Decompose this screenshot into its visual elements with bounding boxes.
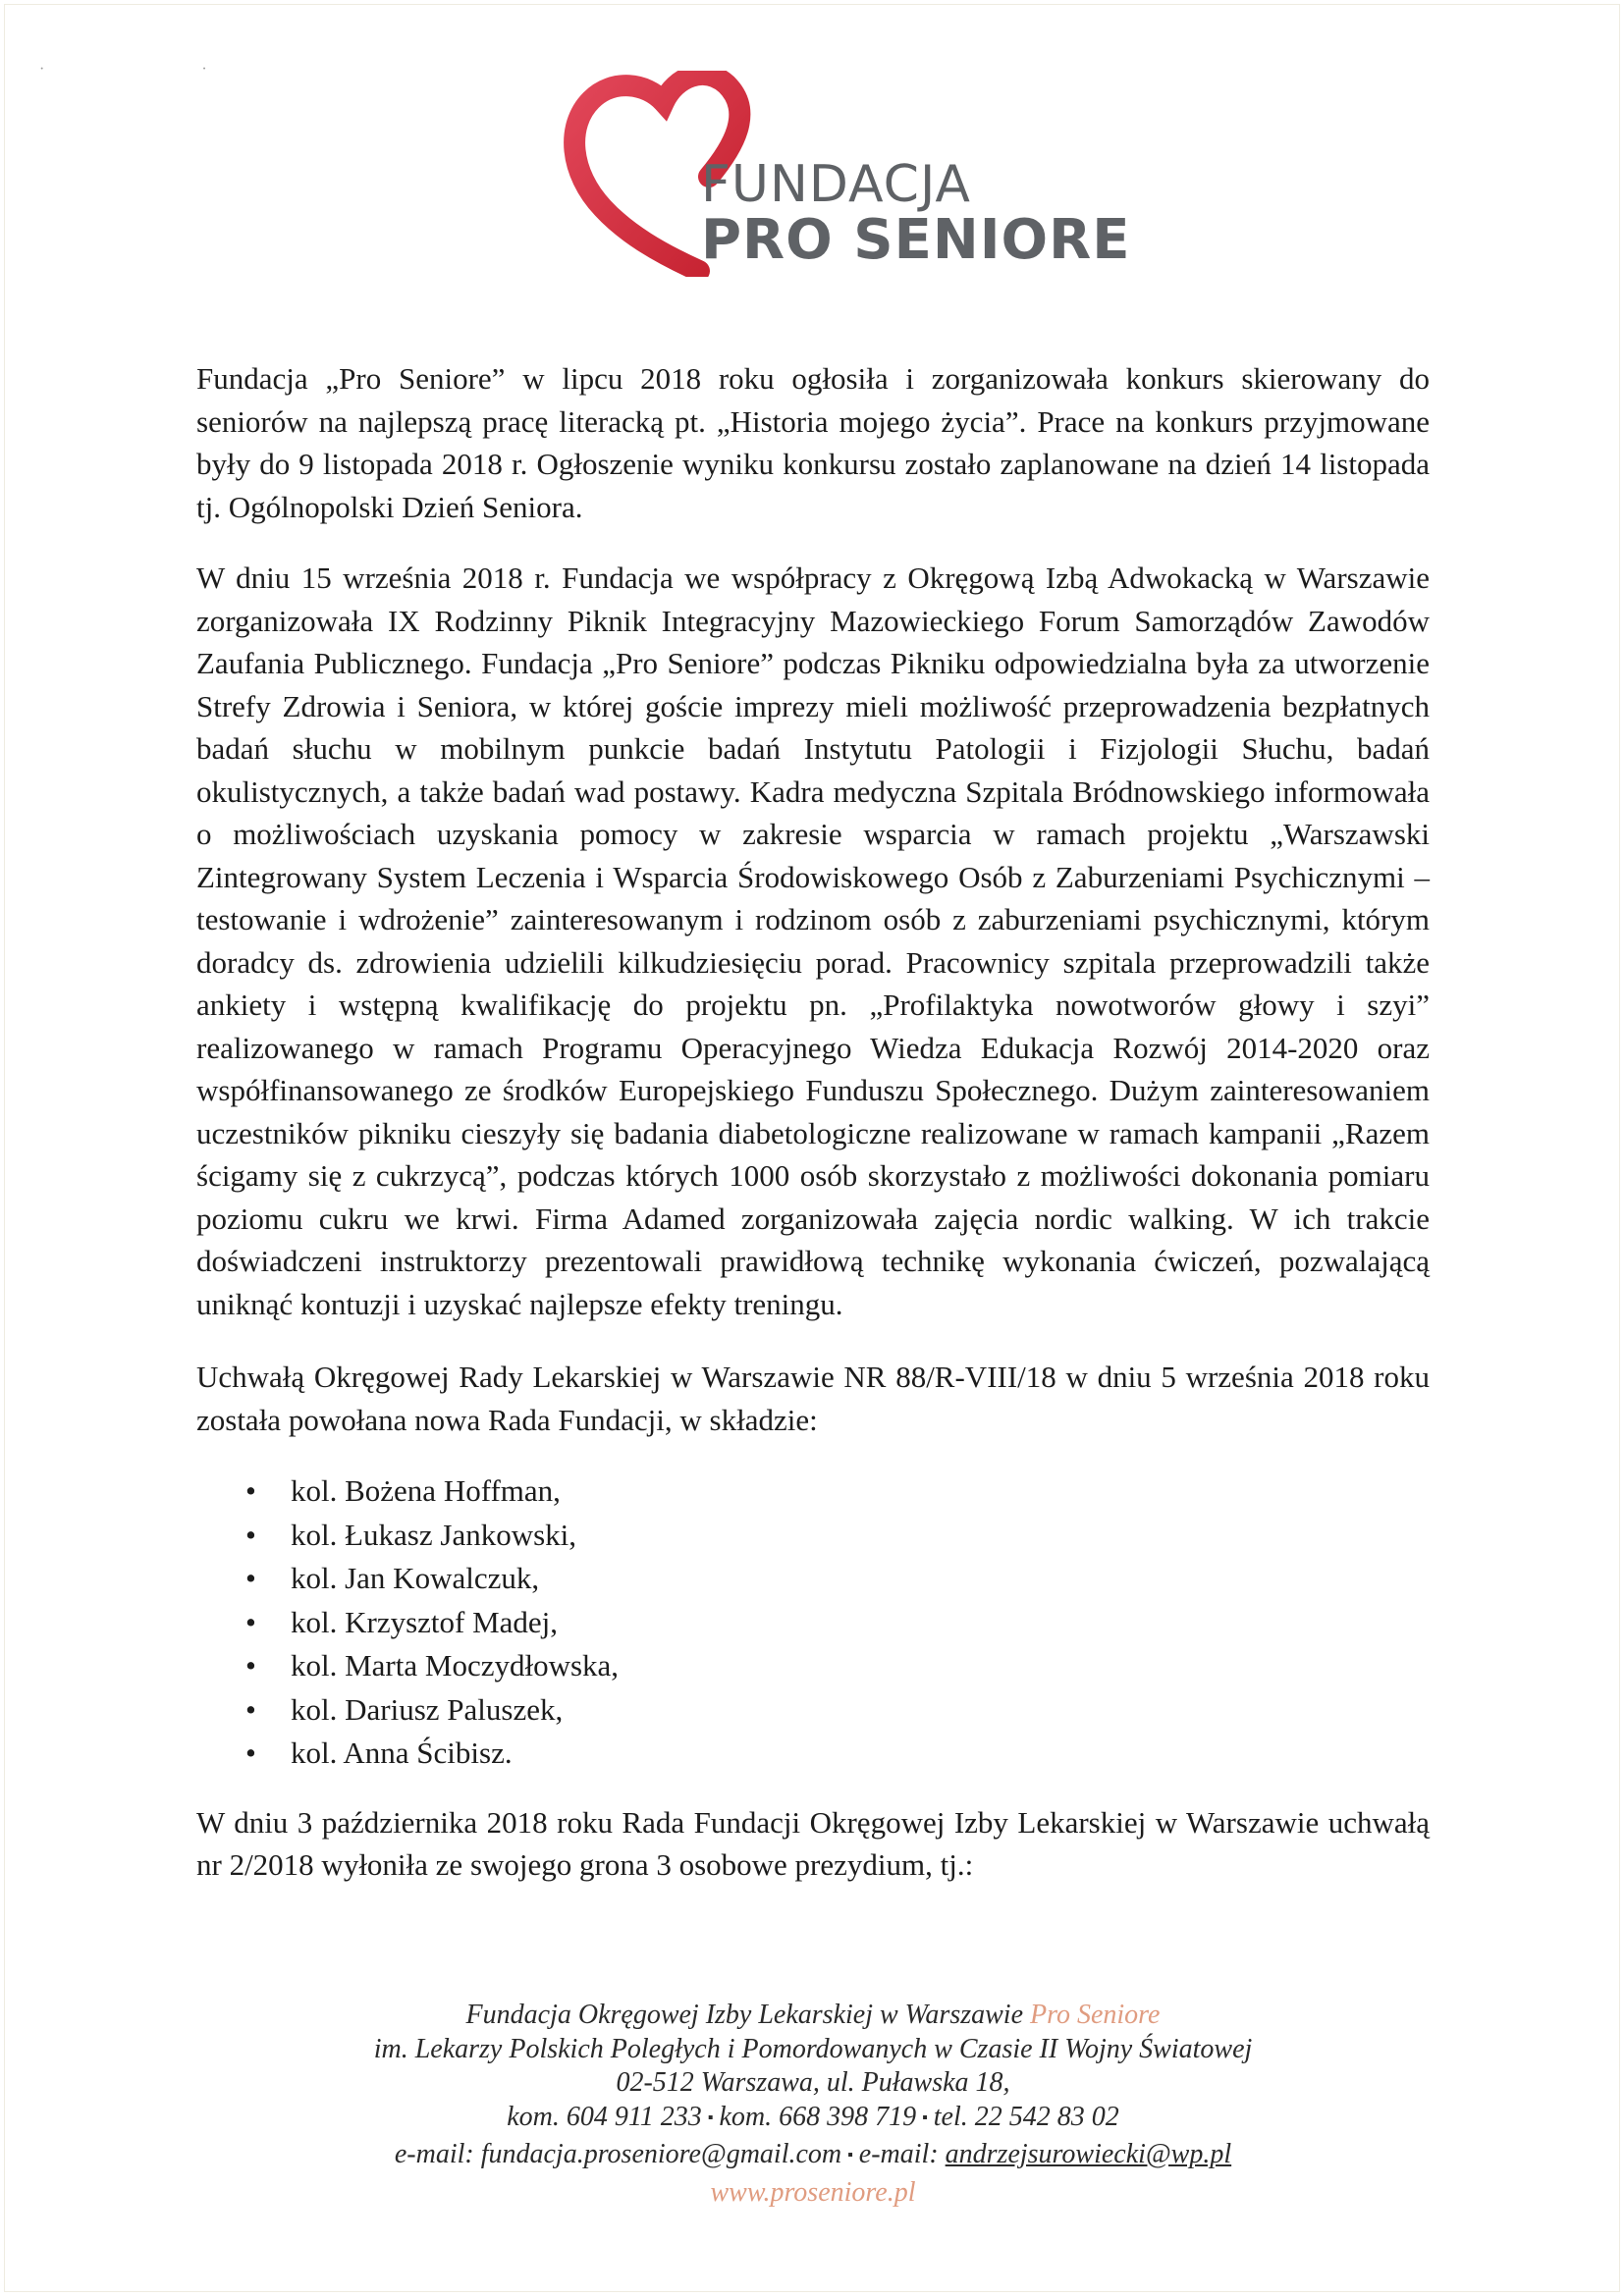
logo-text-pro-seniore: PRO SENIORE bbox=[701, 208, 1131, 272]
logo-text-fundacja: FUNDACJA bbox=[701, 155, 971, 214]
footer-email-label-2: e-mail: bbox=[858, 2139, 939, 2169]
separator-icon: ▪ bbox=[707, 2109, 714, 2126]
footer-org-accent: Pro Seniore bbox=[1030, 2000, 1161, 2030]
council-member: kol. Marta Moczydłowska, bbox=[291, 1648, 620, 1682]
scan-artifacts: · · bbox=[39, 61, 284, 78]
separator-icon: ▪ bbox=[847, 2147, 853, 2163]
list-item bbox=[245, 1644, 1430, 1688]
paragraph-presidium: W dniu 3 października 2018 roku Rada Fundacji Okręgowej Izby Lekarskiej w Warszawie uchwałą nr 2/2018 wyłoniła ze swojego grona 3 osobowe prezydium, tj.: bbox=[196, 1804, 1430, 1882]
bullet-icon: • bbox=[245, 1517, 256, 1552]
council-member: kol. Jan Kowalczuk, bbox=[291, 1561, 540, 1595]
bullet-icon: • bbox=[245, 1691, 256, 1727]
footer-website-link[interactable]: www.proseniore.pl bbox=[710, 2176, 916, 2208]
footer-org-line bbox=[196, 1999, 1430, 2033]
list-item bbox=[245, 1557, 1430, 1601]
footer-email-label: e-mail: bbox=[394, 2139, 474, 2169]
council-member: kol. Bożena Hoffman, bbox=[291, 1473, 561, 1508]
list-item bbox=[245, 1688, 1430, 1733]
bullet-icon: • bbox=[245, 1735, 256, 1770]
council-members-list bbox=[196, 1469, 1430, 1776]
footer-email-2[interactable]: andrzejsurowiecki@wp.pl bbox=[945, 2139, 1232, 2169]
list-item bbox=[245, 1469, 1430, 1514]
council-member: kol. Anna Ścibisz. bbox=[291, 1735, 513, 1770]
list-item bbox=[245, 1514, 1430, 1558]
footer-dedication: im. Lekarzy Polskich Poległych i Pomordowanych w Czasie II Wojny Światowej bbox=[373, 2033, 1253, 2064]
paragraph-picnic: W dniu 15 września 2018 r. Fundacja we współpracy z Okręgową Izbą Adwokacką w Warszawie zorganizowała IX Rodzinny Piknik Integracyjny Mazowieckiego Forum Samorządów Zawodów Zaufania Publicznego. Fundacja „Pro Seniore” podczas Pikniku odpowiedzialna była za utworzenie Strefy Zdrowia i Seniora, w której goście imprezy mieli możliwość przeprowadzenia bezpłatnych badań słuchu w mobilnym punkcie badań Instytutu Patologii i Fizjologii Słuchu, badań okulistycznych, a także badań wad postawy. Kadra medyczna Szpitala Bródnowskiego informowała o możliwościach uzyskania pomocy w zakresie wsparcia w ramach projektu „Warszawski Zintegrowany System Leczenia i Wsparcia Środowiskowego Osób z Zaburzeniami Psychicznymi – testowanie i wdrożenie” zainteresowanym i rodzinom osób z zaburzeniami psychicznymi, którym doradcy ds. zdrowienia udzielili kilkudziesięciu porad. Pracownicy szpitala przeprowadzili także ankiety i wstępną kwalifikację do projektu pn. „Profilaktyka nowotworów głowy i szyi” realizowanego w ramach Programu Operacyjnego Wiedza Edukacja Rozwój 2014-2020 oraz współfinansowanego ze środków Europejskiego Funduszu Społecznego. Dużym zainteresowaniem uczestników pikniku cieszyły się badania diabetologiczne realizowane w ramach kampanii „Razem ścigamy się z cukrzycą”, podczas których 1000 osób skorzystało z możliwości dokonania pomiaru poziomu cukru we krwi. Firma Adamed zorganizowała zajęcia nordic walking. W ich trakcie doświadczeni instruktorzy prezentowali prawidłową technikę wykonania ćwiczeń, pozwalającą uniknąć kontuzji i uzyskać najlepsze efekty treningu. bbox=[196, 561, 1430, 1321]
footer-phone-1: kom. 604 911 233 bbox=[507, 2101, 702, 2132]
paragraph-contest: Fundacja „Pro Seniore” w lipcu 2018 roku ogłosiła i zorganizowała konkurs skierowany do seniorów na najlepszą pracę literacką pt. „Historia mojego życia”. Prace na konkurs przyjmowane były do 9 listopada 2018 r. Ogłoszenie wyniku konkursu zostało zaplanowane na dzień 14 listopada tj. Ogólnopolski Dzień Seniora. bbox=[196, 361, 1430, 524]
bullet-icon: • bbox=[245, 1604, 256, 1639]
bullet-icon: • bbox=[245, 1561, 256, 1595]
footer-emails bbox=[196, 2138, 1430, 2176]
separator-icon: ▪ bbox=[922, 2109, 928, 2126]
footer-address: 02-512 Warszawa, ul. Puławska 18, bbox=[616, 2067, 1010, 2098]
bullet-icon: • bbox=[245, 1648, 256, 1682]
council-member: kol. Dariusz Paluszek, bbox=[291, 1691, 564, 1727]
footer-phone-3: tel. 22 542 83 02 bbox=[933, 2101, 1119, 2132]
footer-phones bbox=[196, 2101, 1430, 2139]
bullet-icon: • bbox=[245, 1473, 256, 1508]
letterhead-footer bbox=[196, 1999, 1430, 2210]
footer-email-1[interactable]: fundacja.proseniore@gmail.com bbox=[480, 2139, 842, 2169]
council-member: kol. Łukasz Jankowski, bbox=[291, 1517, 577, 1552]
footer-org-name: Fundacja Okręgowej Izby Lekarskiej w Warszawie bbox=[465, 2000, 1023, 2030]
document-body bbox=[196, 357, 1430, 1915]
list-item bbox=[245, 1601, 1430, 1645]
paragraph-council-resolution: Uchwałą Okręgowej Rady Lekarskiej w Warszawie NR 88/R-VIII/18 w dniu 5 września 2018 roku została powołana nowa Rada Fundacji, w składzie: bbox=[196, 1360, 1430, 1437]
logo bbox=[562, 71, 1131, 277]
footer-phone-2: kom. 668 398 719 bbox=[719, 2101, 917, 2132]
council-member: kol. Krzysztof Madej, bbox=[291, 1604, 559, 1639]
list-item bbox=[245, 1732, 1430, 1776]
